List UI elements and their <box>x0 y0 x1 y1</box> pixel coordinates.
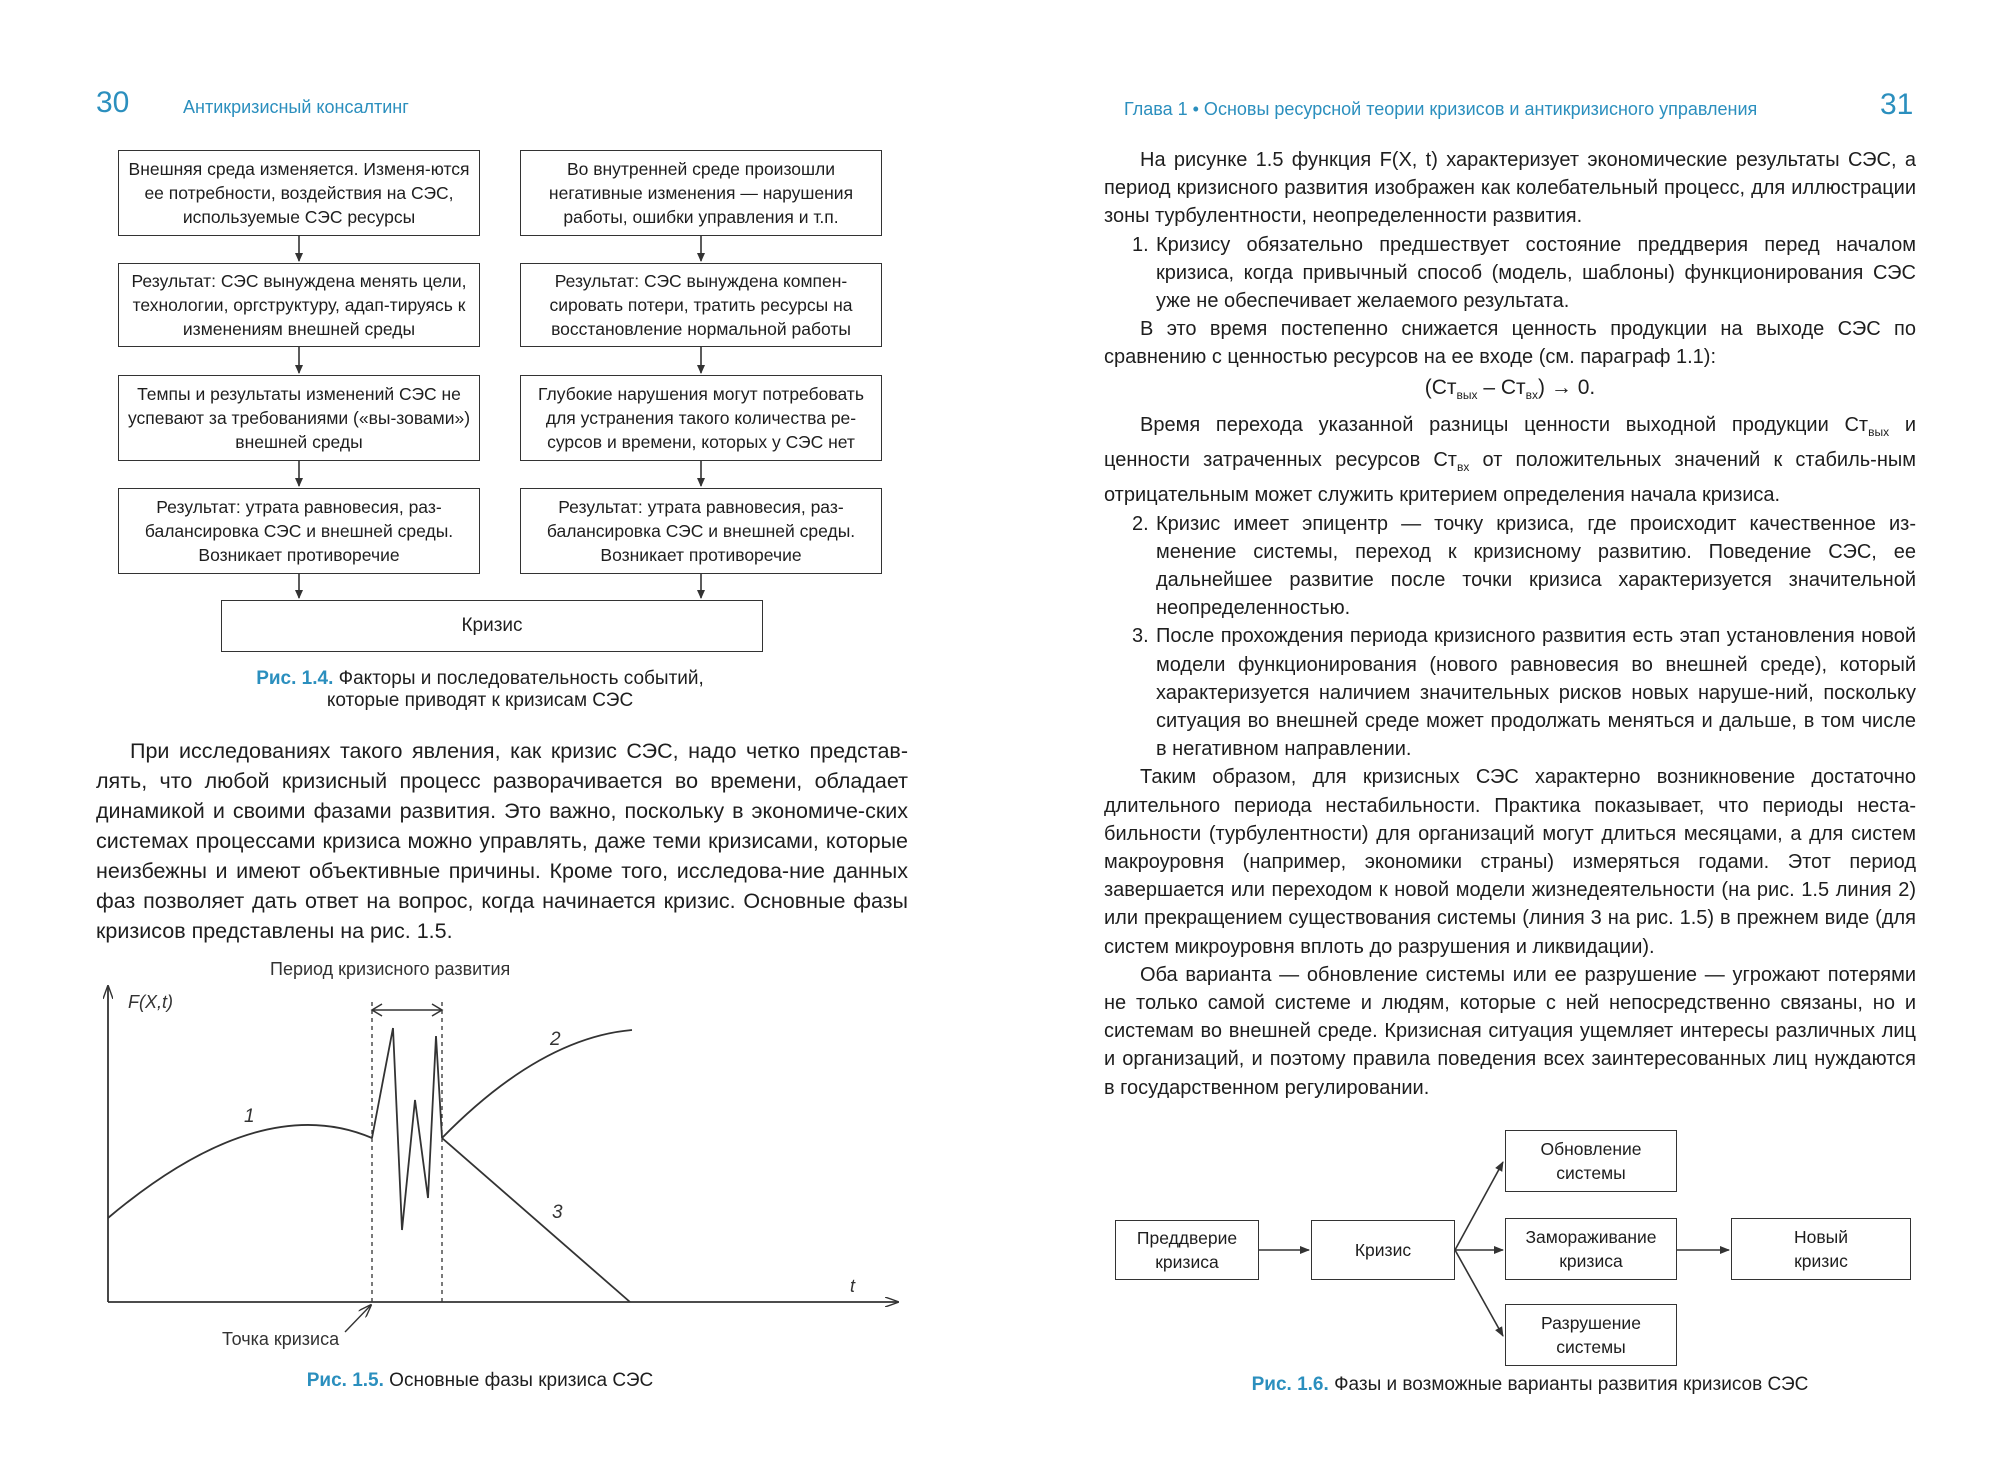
right-p1: На рисунке 1.5 функция F(X, t) характеризует экономические результаты СЭС, а период кризисного развития изображен как колебательный процесс, для иллюстрации зоны турбулентности, неопределенности развития. <box>1104 149 1916 228</box>
left-paragraph-text: При исследованиях такого явления, как кризис СЭС, надо четко представ-лять, что любой кризисный процесс разворачивается во времени, обладает динамикой и своими фазами развития. Это важно, поскольку в экономиче-ских системах процессами кризиса можно управлять, даже теми кризисами, которые неизбежны и имеют объективные причины. Кроме того, исследова-ние данных фаз позволяет дать ответ на вопрос, когда начинается кризис. Основные фазы кризисов представлены на рис. 1.5. <box>96 739 908 943</box>
formula-sub-out: вых <box>1456 387 1478 402</box>
line-2-label: 2 <box>550 1029 561 1050</box>
flow-right-box-1: Во внутренней среде произошли негативные изменения — нарушения работы, ошибки управления и т.п. <box>520 150 882 236</box>
renewal-l1: Обновление <box>1540 1139 1642 1159</box>
right-p2: В это время постепенно снижается ценность продукции на выходе СЭС по сравнению с ценностью ресурсов на ее входе (см. параграф 1.1): <box>1104 318 1916 369</box>
freeze-l1: Замораживание <box>1525 1227 1657 1247</box>
new-crisis-l2: кризис <box>1794 1251 1848 1271</box>
p3-sub-in: вх <box>1456 460 1470 475</box>
list-item-1 <box>1104 231 1916 316</box>
list-item-2-text: Кризис имеет эпицентр — точку кризиса, где происходит качественное из-менение системы, переход к кризисному развитию. Поведение СЭС, ее дальнейшее развитие после точки кризиса характеризуется значительной неопределенностью. <box>1156 512 1916 620</box>
left-running-head: Антикризисный консалтинг <box>183 97 409 117</box>
box-crisis: Кризис <box>1311 1220 1455 1280</box>
curve-line-2 <box>442 1030 632 1138</box>
list-item-2 <box>1104 510 1916 623</box>
list-item-3-text: После прохождения периода кризисного развития есть этап установления новой модели функционирования (нового равновесия во внешней среде), который характеризуется наличием значительных рисков новых наруше-ний, поскольку ситуация во внешней среде может продолжать меняться и дальше, в том числе в негативном направлении. <box>1156 625 1916 761</box>
renewal-l2: системы <box>1556 1163 1626 1183</box>
right-page-number: 31 <box>1880 88 1914 121</box>
destroy-l1: Разрушение <box>1541 1313 1641 1333</box>
figure-1-5 <box>0 940 1000 1380</box>
left-page-number: 30 <box>96 86 130 119</box>
oscillation <box>372 1028 442 1230</box>
x-axis-label: t <box>850 1276 856 1296</box>
list-item-3 <box>1104 622 1916 763</box>
list-item-1-text: Кризису обязательно предшествует состояние преддверия перед началом кризиса, когда привычный способ (модель, шаблоны) функционирования СЭС уже не обеспечивает желаемого результата. <box>1156 233 1916 313</box>
formula <box>1104 374 1916 409</box>
flow-arrows <box>0 0 1000 700</box>
list-item-3-number: 3. <box>1132 625 1149 648</box>
flow-left-box-1: Внешняя среда изменяется. Изменя-ются ее потребности, воздействия на СЭС, используемые СЭС ресурсы <box>118 150 480 236</box>
formula-sub-in: вх <box>1525 387 1539 402</box>
crisis-point-label: Точка кризиса <box>222 1329 340 1349</box>
fig15-caption-text: Основные фазы кризиса СЭС <box>389 1370 654 1391</box>
flow-left-box-3: Темпы и результаты изменений СЭС не успевают за требованиями («вы-зовами») внешней среды <box>118 375 480 461</box>
formula-close: ) → 0. <box>1538 375 1596 399</box>
curve-line-3 <box>442 1138 630 1302</box>
p3-b: и ценности затраченных ресурсов Ст <box>1104 414 1916 472</box>
figure-1-4-caption <box>180 668 780 712</box>
flow-right-box-3: Глубокие нарушения могут потребовать для устранения такого количества ре-сурсов и времени, которых у СЭС нет <box>520 375 882 461</box>
p3-sub-out: вых <box>1868 425 1890 440</box>
list-item-1-number: 1. <box>1132 233 1149 256</box>
fig14-caption-line1: Факторы и последовательность событий, <box>338 668 704 689</box>
right-p4: Таким образом, для кризисных СЭС характерно возникновение достаточно длительного периода нестабильности. Практика показывает, что периоды неста-бильности (турбулентности) для организаций могут длиться месяцами, а для систем макроуровня (например, экономики страны) измеряться годами. Этот период завершается или переходом к новой модели жизнедеятельности (на рис. 1.5 линия 2) или прекращением существования системы (линия 3 на рис. 1.5) в прежнем виде (для систем микроуровня вплоть до разрушения и ликвидации). <box>1104 766 1916 958</box>
formula-mid: – Ст <box>1477 375 1526 399</box>
formula-open: (Ст <box>1424 375 1457 399</box>
destroy-l2: системы <box>1556 1337 1626 1357</box>
fig14-caption-line2: которые приводят к кризисам СЭС <box>326 690 634 711</box>
p3-a: Время перехода указанной разницы ценности выходной продукции Ст <box>1140 414 1869 437</box>
fig14-caption-label: Рис. 1.4. <box>256 668 334 689</box>
flow-left-box-2: Результат: СЭС вынуждена менять цели, технологии, оргструктуру, адап-тируясь к изменениям внешней среды <box>118 263 480 347</box>
flow-right-box-4: Результат: утрата равновесия, раз-балансировка СЭС и внешней среды. Возникает противоречие <box>520 488 882 574</box>
y-axis-label: F(X,t) <box>128 992 173 1012</box>
new-crisis-l1: Новый <box>1793 1227 1849 1247</box>
right-p3 <box>1104 411 1916 510</box>
line-3-label: 3 <box>552 1202 563 1223</box>
period-label: Период кризисного развития <box>270 959 511 979</box>
list-item-2-number: 2. <box>1132 512 1149 535</box>
right-text <box>1104 146 1916 1102</box>
figure-1-5-caption <box>230 1370 730 1392</box>
fig15-caption-label: Рис. 1.5. <box>306 1370 384 1391</box>
right-running-head: Глава 1 • Основы ресурсной теории кризисов и антикризисного управления <box>1124 99 1758 119</box>
crisis-point-pointer <box>345 1305 371 1332</box>
pre-crisis-l2: кризиса <box>1155 1252 1219 1272</box>
figure-1-6-caption <box>1150 1374 1910 1396</box>
fig16-caption-text: Фазы и возможные варианты развития кризисов СЭС <box>1334 1374 1809 1395</box>
right-p5: Оба варианта — обновление системы или ее разрушение — угрожают потерями не только самой системе и людям, которые с ней непосредственно связаны, но и системам во внешней среде. Кризисная ситуация ущемляет интересы различных лиц и организаций, и поэтому правила поведения всех заинтересованных лиц нуждаются в государственном регулировании. <box>1104 963 1916 1099</box>
flow-left-box-4: Результат: утрата равновесия, раз-балансировка СЭС и внешней среды. Возникает противоречие <box>118 488 480 574</box>
freeze-l2: кризиса <box>1559 1251 1623 1271</box>
fig16-caption-label: Рис. 1.6. <box>1251 1374 1329 1395</box>
fig16-arrows <box>1100 1110 1950 1390</box>
flow-right-box-2: Результат: СЭС вынуждена компен-сировать потери, тратить ресурсы на восстановление нормальной работы <box>520 263 882 347</box>
curve-line-1 <box>108 1125 372 1218</box>
left-paragraph <box>96 736 908 946</box>
flow-crisis-box: Кризис <box>221 600 763 652</box>
pre-crisis-l1: Преддверие <box>1136 1228 1238 1248</box>
p3-c: от положительных значений к стабиль-ным отрицательным может служить критерием определения начала кризиса. <box>1104 449 1916 507</box>
line-1-label: 1 <box>244 1106 255 1127</box>
